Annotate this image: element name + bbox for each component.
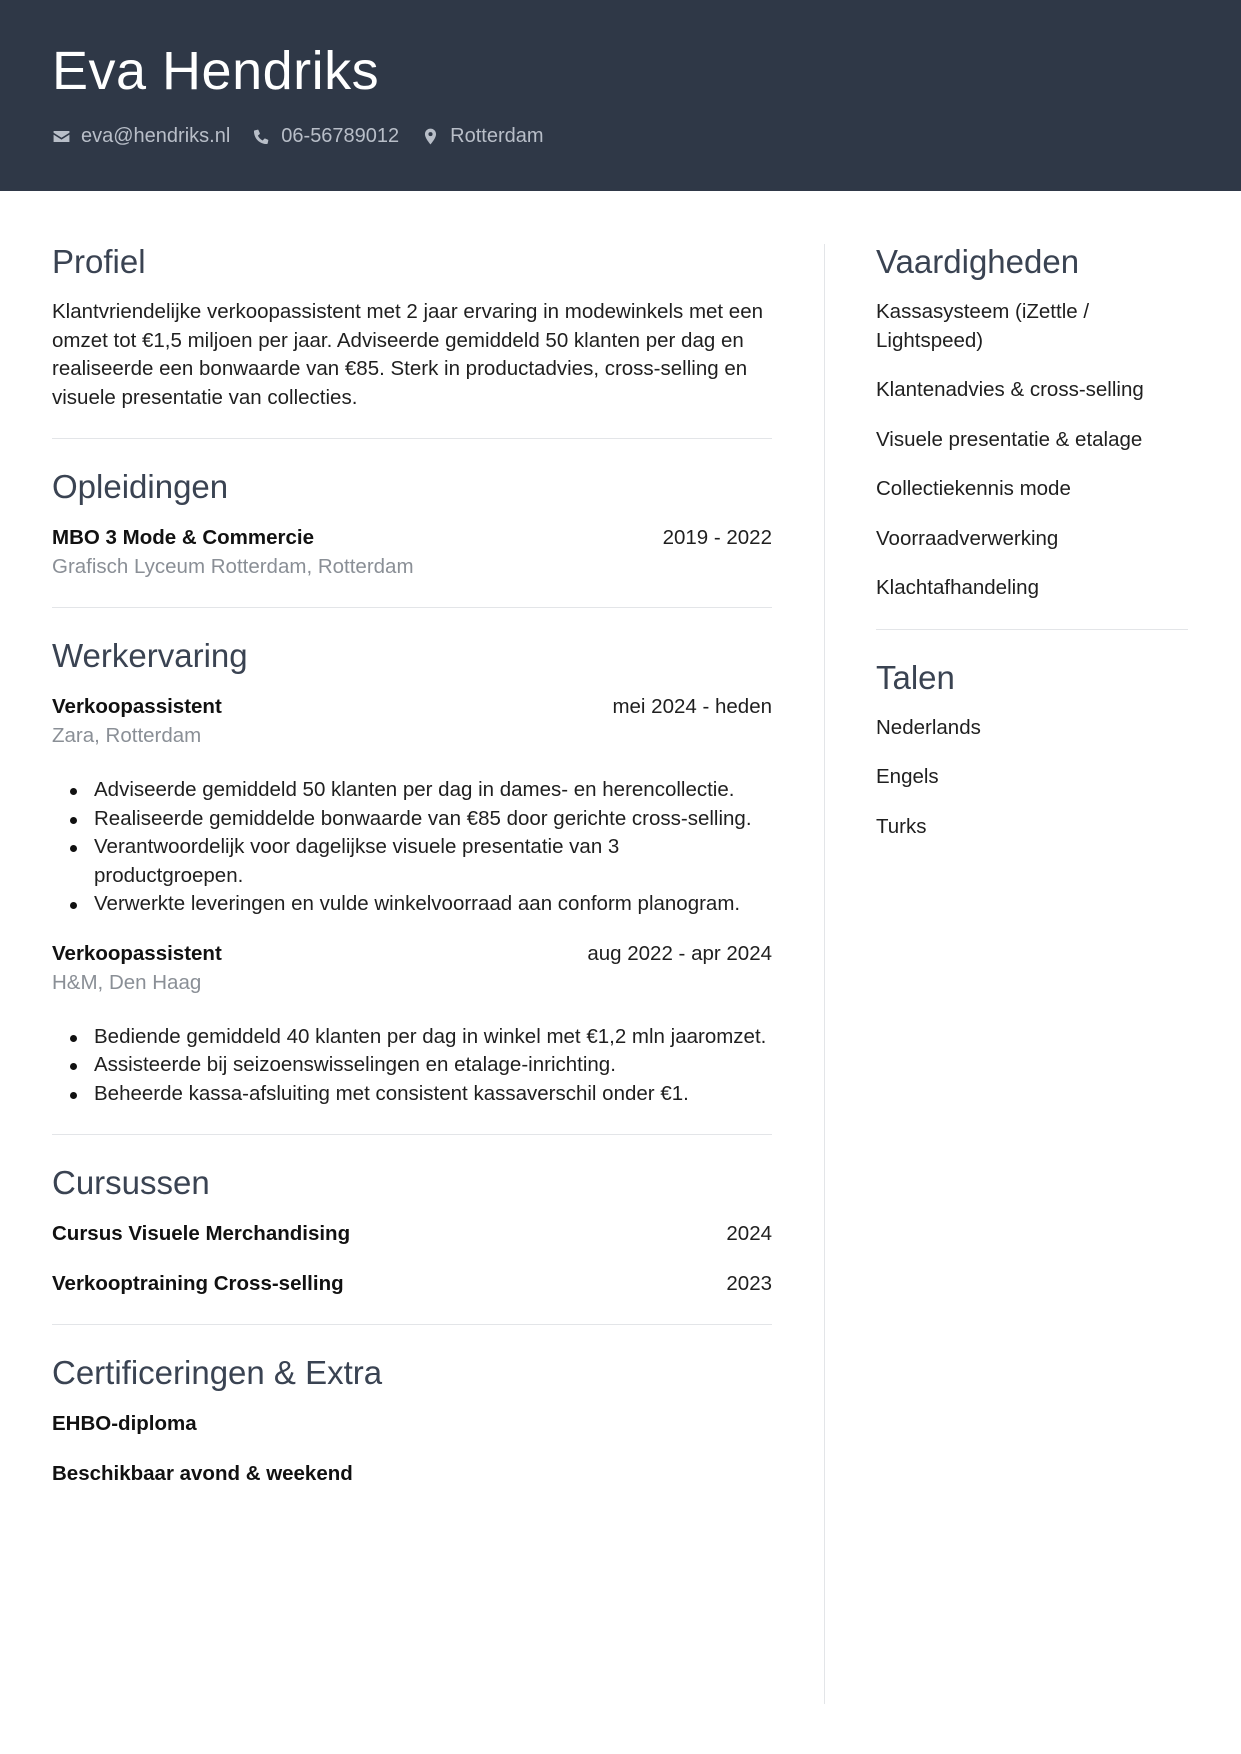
skill-item: Visuele presentatie & etalage bbox=[876, 427, 1143, 451]
location-icon bbox=[421, 127, 440, 146]
experience-section bbox=[52, 634, 772, 1108]
extra-item: Beschikbaar avond & weekend bbox=[52, 1462, 353, 1485]
section-title-extras: Certificeringen & Extra bbox=[52, 1354, 383, 1391]
phone-icon bbox=[252, 127, 271, 146]
divider bbox=[52, 438, 772, 439]
skill-item: Kassasysteem (iZettle / Lightspeed) bbox=[876, 300, 1090, 352]
course-entry bbox=[52, 1269, 772, 1298]
job-role: Verkoopassistent bbox=[52, 941, 222, 965]
column-divider bbox=[824, 244, 825, 1704]
resume-header bbox=[0, 0, 1241, 191]
contact-email[interactable] bbox=[52, 125, 230, 148]
bullet-item: Verantwoordelijk voor dagelijkse visuele presentatie van 3 productgroepen. bbox=[94, 833, 772, 890]
section-title-profile: Profiel bbox=[52, 243, 146, 280]
section-title-skills: Vaardigheden bbox=[876, 243, 1080, 280]
bullet-item: Verwerkte leveringen en vulde winkelvoorraad aan conform planogram. bbox=[94, 890, 772, 919]
contact-bar bbox=[52, 122, 566, 150]
course-year: 2023 bbox=[726, 1272, 772, 1295]
divider bbox=[52, 607, 772, 608]
skill-item: Klantenadvies & cross-selling bbox=[876, 378, 1144, 401]
main-column bbox=[52, 240, 772, 1488]
degree-dates: 2019 - 2022 bbox=[662, 526, 772, 549]
job-entry bbox=[52, 939, 772, 1109]
courses-section bbox=[52, 1161, 772, 1298]
skill-item: Voorraadverwerking bbox=[876, 526, 1059, 550]
candidate-name: Eva Hendriks bbox=[52, 41, 380, 101]
phone-text: 06-56789012 bbox=[281, 124, 400, 147]
job-company: H&M, Den Haag bbox=[52, 970, 202, 994]
section-title-languages: Talen bbox=[876, 658, 955, 696]
language-item: Engels bbox=[876, 765, 939, 788]
divider bbox=[52, 1134, 772, 1135]
profile-section bbox=[52, 240, 772, 412]
job-dates: aug 2022 - apr 2024 bbox=[587, 941, 772, 965]
education-section bbox=[52, 465, 772, 581]
course-year: 2024 bbox=[726, 1222, 772, 1245]
job-bullets bbox=[94, 776, 772, 919]
degree-title: MBO 3 Mode & Commercie bbox=[52, 526, 314, 549]
bullet-item: Beheerde kassa-afsluiting met consistent kassaverschil onder €1. bbox=[94, 1080, 772, 1109]
job-role: Verkoopassistent bbox=[52, 695, 222, 718]
section-title-education: Opleidingen bbox=[52, 468, 229, 505]
bullet-item: Realiseerde gemiddelde bonwaarde van €85 door gerichte cross-selling. bbox=[94, 805, 772, 834]
bullet-item: Adviseerde gemiddeld 50 klanten per dag in dames- en herencollectie. bbox=[94, 776, 772, 805]
divider bbox=[876, 629, 1188, 630]
job-dates: mei 2024 - heden bbox=[612, 695, 772, 718]
job-company: Zara, Rotterdam bbox=[52, 724, 202, 747]
school-name: Grafisch Lyceum Rotterdam, Rotterdam bbox=[52, 555, 414, 578]
language-item: Nederlands bbox=[876, 715, 981, 739]
education-entry bbox=[52, 523, 772, 581]
sidebar-column bbox=[876, 240, 1188, 841]
course-entry bbox=[52, 1219, 772, 1248]
contact-location bbox=[421, 125, 543, 148]
extra-item: EHBO-diploma bbox=[52, 1412, 197, 1435]
languages-section bbox=[876, 656, 1188, 842]
section-title-experience: Werkervaring bbox=[52, 637, 248, 674]
location-text: Rotterdam bbox=[450, 124, 544, 147]
job-entry bbox=[52, 692, 772, 919]
skill-item: Klachtafhandeling bbox=[876, 576, 1039, 599]
extras-section bbox=[52, 1351, 772, 1488]
language-item: Turks bbox=[876, 814, 927, 838]
skills-section bbox=[876, 240, 1188, 603]
email-text: eva@hendriks.nl bbox=[81, 124, 231, 147]
section-title-courses: Cursussen bbox=[52, 1164, 210, 1201]
envelope-icon bbox=[52, 127, 71, 146]
profile-text: Klantvriendelijke verkoopassistent met 2 jaar ervaring in modewinkels met een omzet tot €1,5 miljoen per jaar. Adviseerde gemiddeld 50 klanten per dag en realiseerde een bonwaarde van €85. Sterk in productadvies, cross-selling en visuele presentatie van collecties. bbox=[52, 300, 764, 409]
bullet-item: Assisteerde bij seizoenswisselingen en etalage-inrichting. bbox=[94, 1051, 772, 1080]
job-bullets bbox=[94, 1023, 772, 1109]
skill-item: Collectiekennis mode bbox=[876, 477, 1071, 500]
course-name: Verkooptraining Cross-selling bbox=[52, 1272, 344, 1295]
contact-phone[interactable] bbox=[252, 125, 399, 148]
bullet-item: Bediende gemiddeld 40 klanten per dag in winkel met €1,2 mln jaaromzet. bbox=[94, 1023, 772, 1052]
course-name: Cursus Visuele Merchandising bbox=[52, 1222, 351, 1245]
divider bbox=[52, 1324, 772, 1325]
